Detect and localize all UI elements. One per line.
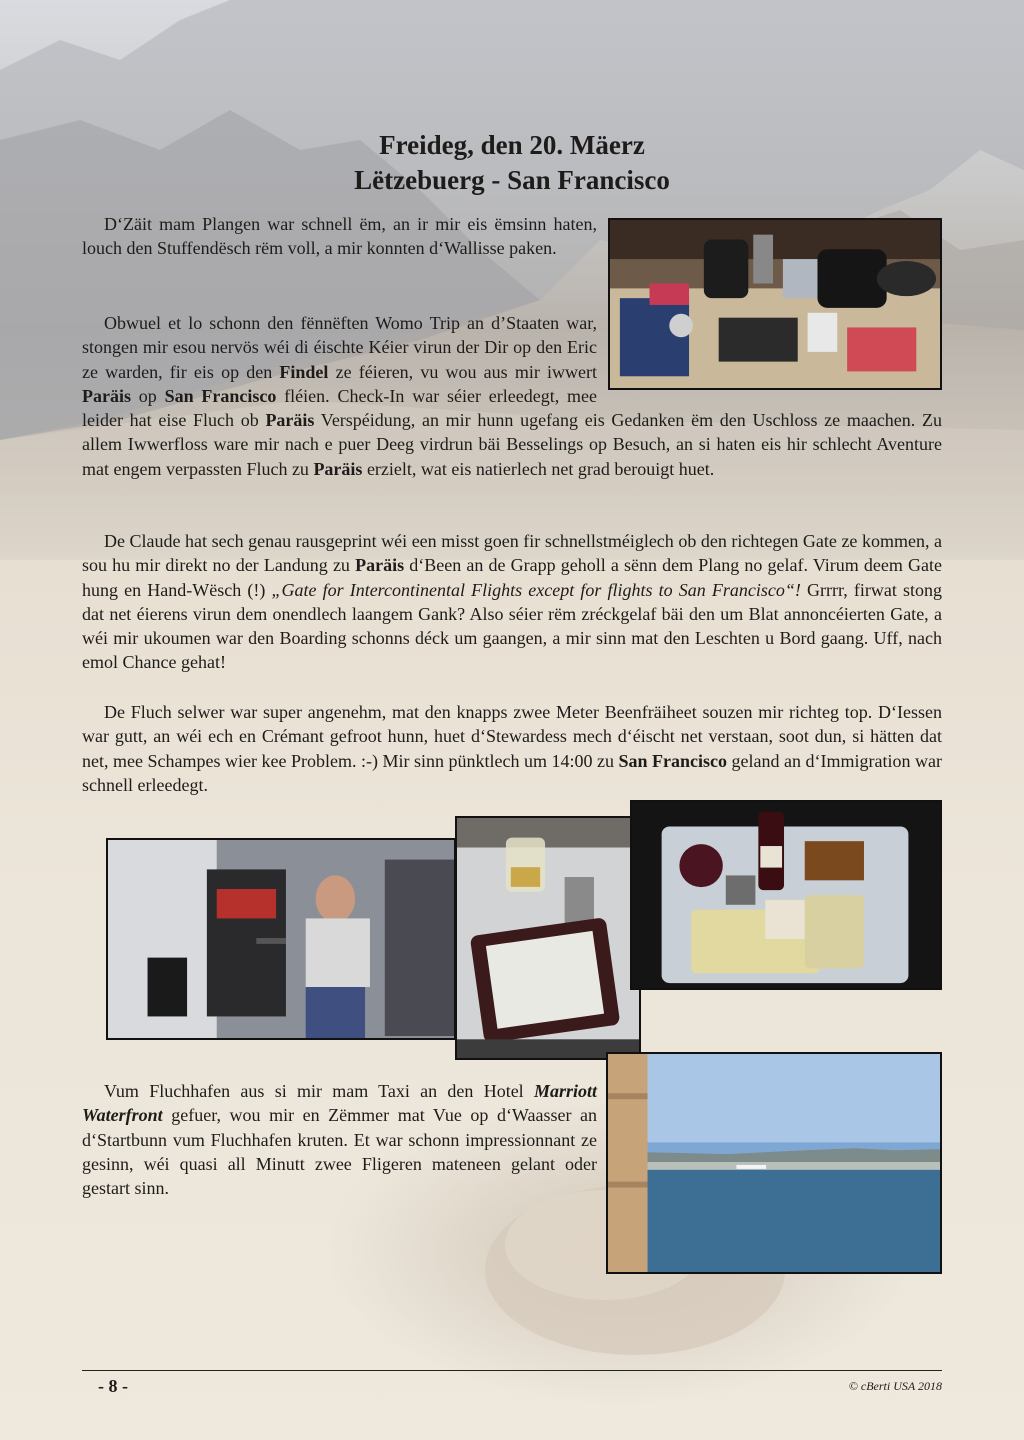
paragraph-3: De Claude hat sech genau rausgeprint wéi een misst goen fir schnellstméiglech ob den richtegen Gate ze kommen, a sou hu mir direkt no der Landung zu Paräis d‘Been an de Grapp geholl a sënn dem Plang no gelaf. Virum deem Gate hung en Hand-Wësch (!) „Gate for Intercontinental Flights except for flights to San Francisco“! Grrrr, firwat stong dat net éierens virun dem onendlech laangem Gank? Also séier rëm zréckgelaf bäi den um Blat annoncéierten Gate, a wéi mir ukoumen war den Boarding schonns déck um gaangen, a mir sinn mat den Leschten u Bord gaang. Uff, nach emol Chance gehat!: [82, 531, 942, 673]
bay-view-photo: [606, 1052, 942, 1274]
footer-rule: [82, 1370, 942, 1371]
kindle-drink-photo: [455, 816, 641, 1060]
page-number: - 8 -: [98, 1376, 128, 1396]
paragraph-2: Obwuel et lo schonn den fënnëften Womo Trip an d’Staaten war, stongen mir esou nervös wéi di éischte Kéier virun der Dir op den Eric ze warden, fir eis op den Findel ze féieren, vu wou aus mir iwwert Paräis op San Francisco fléien. Check-In war séier erleedegt, mee leider hat eise Fluch ob Paräis Verspéidung, an mir hunn ugefang eis Gedanken ëm den Uschloss ze maachen. Zu allem Iwwerfloss ware mir nach e puer Deeg virdrun bäi Besselings op Besuch, an si haten eis hir schlecht Aventure mat engem verpassten Fluch zu Paräis erzielt, wat eis natierlech net grad berouigt huet.: [82, 313, 942, 479]
paragraph-2-float: [597, 311, 942, 394]
paragraph-4: De Fluch selwer war super angenehm, mat den knapps zwee Meter Beenfräiheet souzen mir richteg top. D‘Iessen war gutt, an wéi ech en Crémant gefroot hunn, huet d‘Stewardess mech d‘éischt net verstaan, soot dun, si hätten dat net, mee Schampes wier kee Problem. :-) Mir sinn pünktlech um 14:00 zu San Francisco geland an d‘Immigration war schnell erleedegt.: [82, 702, 942, 795]
title-line-1: Freideg, den 20. Mäerz: [379, 130, 645, 160]
page-title: [0, 128, 1024, 198]
title-line-2: Lëtzebuerg - San Francisco: [354, 165, 670, 195]
cabin-photo: [106, 838, 456, 1040]
copyright: © cBerti USA 2018: [848, 1379, 942, 1393]
paragraph-1: D‘Zäit mam Plangen war schnell ëm, an ir mir eis ëmsinn haten, louch den Stuffendësch rëm voll, a mir konnten d‘Wallisse paken.: [82, 214, 597, 259]
paragraph-5: Vum Fluchhafen aus si mir mam Taxi an den Hotel Marriott Waterfront gefuer, wou mir en Zëmmer mat Vue op d‘Waasser an d‘Startbunn vum Fluchhafen kruten. Et war schonn impressionnant ze gesinn, wéi quasi all Minutt zwee Fligeren mateneen gelant oder gestart sinn.: [82, 1081, 597, 1199]
meal-tray-photo: [630, 800, 942, 990]
